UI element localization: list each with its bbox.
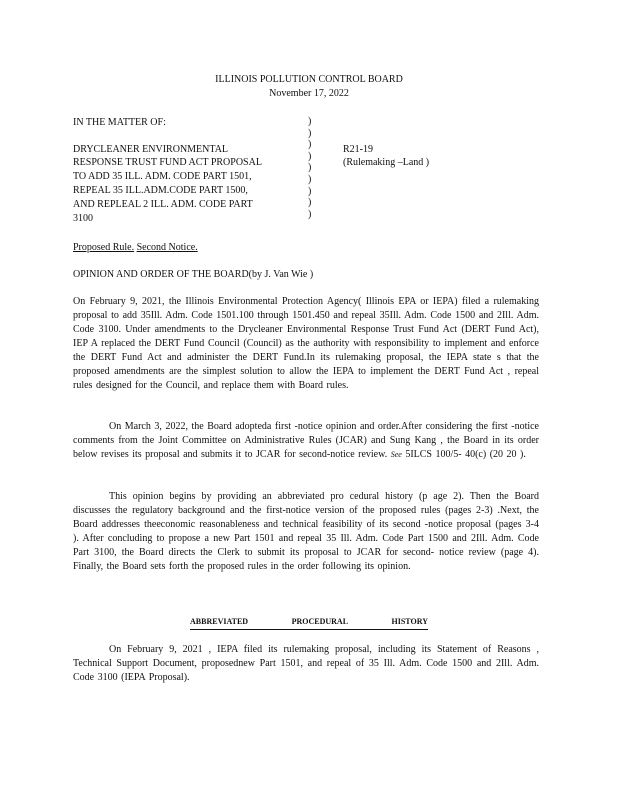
paren: ) [308,116,312,127]
paragraph-overview: This opinion begins by providing an abbreviated pro cedural history (p age 2). Then the Board discusses the regulatory background and the first-notice version of the proposed rules (pages 2-3) .Next, the Board addresses theeconomic reasonableness and technical feasibility of its second -notice proposal (pages 3-4 ). After concluding to propose a new Part 1501 and repeal 35 Ill. Adm. Code Part 1500 and 2Ill. Adm. Code Part 3100, the Board directs the Clerk to submit its proposal to JCAR for second- notice review (page 4). Finally, the Board sets forth the proposed rules in the order following its opinion. [73,491,539,572]
paren: ) [308,127,312,139]
citation-text: 5ILCS 100/5- 40(c) (20 20 ). [401,449,526,460]
paren: ) [308,139,312,151]
section-heading-procedural-history [190,616,428,630]
paren: ) [308,197,312,209]
citation-signal: See [390,450,402,459]
paren: ) [308,162,312,174]
caption-line: 3100 [73,213,93,224]
opinion-heading: OPINION AND ORDER OF THE BOARD(by J. Van Wie ) [73,269,314,280]
notice-label-proposed-rule: Proposed Rule. [73,242,135,253]
caption-line: AND REPLEAL 2 ILL. ADM. CODE PART [73,199,253,210]
docket-number: R21-19 [343,144,373,155]
docket-type: (Rulemaking –Land ) [343,157,430,168]
caption-line: TO ADD 35 ILL. ADM. CODE PART 1501, [73,171,252,182]
notice-label-end: . [195,242,198,253]
section-heading-word: PROCEDURAL [291,617,349,626]
caption-line: REPEAL 35 ILL.ADM.CODE PART 1500, [73,185,248,196]
notice-line [73,241,198,255]
paren: ) [308,150,312,162]
caption-line: RESPONSE TRUST FUND ACT PROPOSAL [73,157,262,168]
in-the-matter: IN THE MATTER OF: [73,117,166,128]
caption-line: DRYCLEANER ENVIRONMENTAL [73,144,229,155]
paragraph-text: On March 3, 2022, the Board adopteda first -notice opinion and order.After considering the first -notice comments from the Joint Committee on Administrative Rules (JCAR) and Sung Kang , the Board in its order below revises its proposal and submits it to JCAR for second-notice review. [73,421,539,460]
board-name: ILLINOIS POLLUTION CONTROL BOARD [215,74,403,85]
paren: ) [308,208,312,220]
paren: ) [308,173,312,185]
notice-label-second-notice: Second Notice [136,242,196,253]
paragraph-intro: On February 9, 2021, the Illinois Environmental Protection Agency( Illinois EPA or IEPA) filed a rulemaking proposal to add 35Ill. Adm. Code 1501.100 through 1501.450 and repeal 35Ill. Adm. Code 1500 and 2Ill. Adm. Code 3100. Under amendments to the Drycleaner Environmental Response Trust Fund Act (DERT Fund Act), IEP A replaced the DERT Fund Council (Council) as the authority with responsibility to implement and enforce the DERT Fund Act and administer the DERT Fund.In its rulemaking proposal, the IEPA state s that the proposed amendments are the simplest solution to allow the IEPA to implement the DERT Fund Act , repeal rules designed for the Council, and replace them with Board rules. [73,296,539,391]
document-date: November 17, 2022 [269,88,349,99]
paragraph-first-notice [73,420,539,462]
caption-parentheses [308,116,318,220]
paren: ) [308,185,312,197]
paragraph-procedural-history: On February 9, 2021 , IEPA filed its rulemaking proposal, including its Statement of Reasons , Technical Support Document, proposednew Part 1501, and repeal of 35 Ill. Adm. Code 1500 and 2Ill. Adm. Code 3100 (IEPA Proposal). [73,644,539,683]
section-heading-word: ABBREVIATED [190,617,249,626]
section-heading-word: HISTORY [391,617,428,626]
